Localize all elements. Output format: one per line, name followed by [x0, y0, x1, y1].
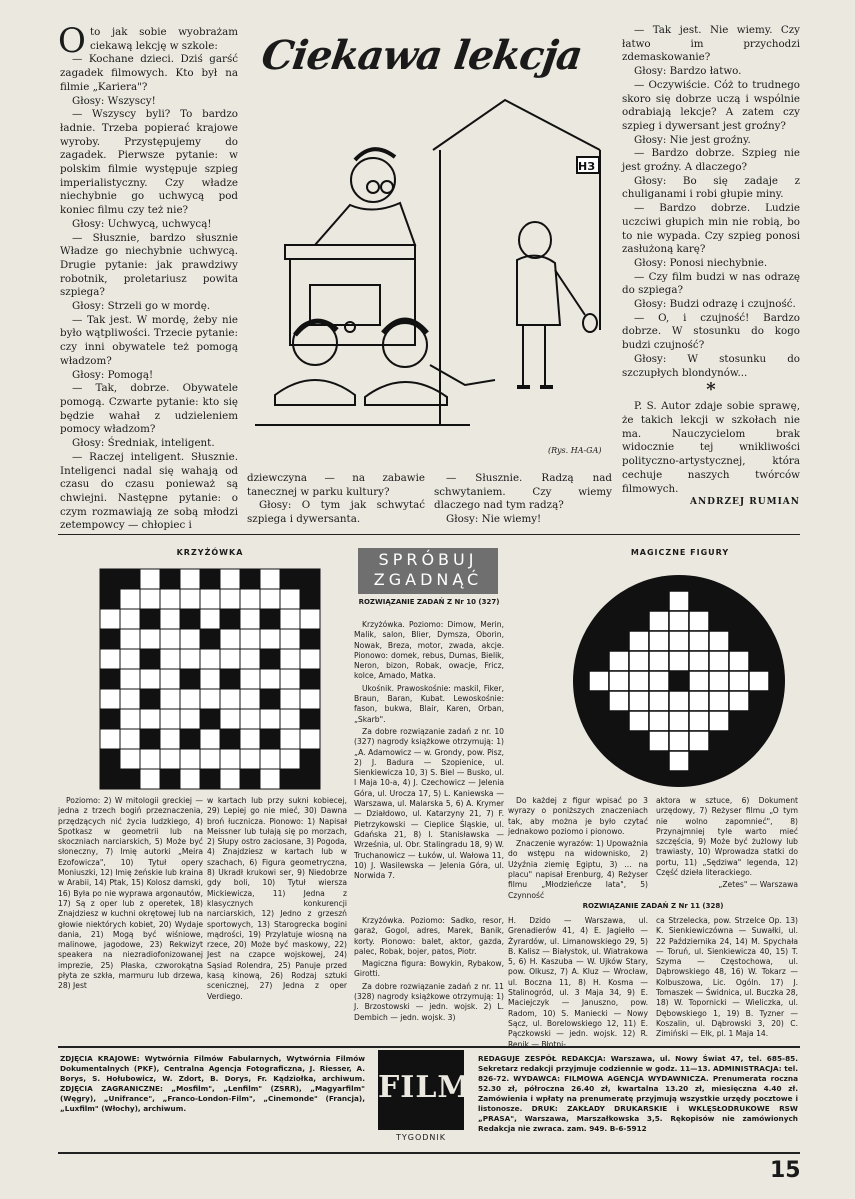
magic-cell [669, 731, 689, 751]
crossword-cell [180, 769, 200, 789]
crossword-cell [260, 749, 280, 769]
sprobuj-line2: ZGADNĄĆ [373, 570, 483, 589]
crossword-cell [260, 669, 280, 689]
article-para: — Raczej inteligent. Słusznie. Inteligenci nadal się wahają od czasu do czasu ponieważ są chwiejni. Następne pytanie: o czym rozmawiają ze sobą młodzi zetempowcy — chłopiec i [60, 450, 238, 532]
magic-cell [649, 611, 669, 631]
crossword-cell [160, 609, 180, 629]
magic-cell [689, 611, 709, 631]
crossword-block [200, 769, 220, 789]
magic-cell [649, 651, 669, 671]
crossword-block [220, 669, 240, 689]
magic-cell [709, 691, 729, 711]
crossword-block [260, 609, 280, 629]
crossword-cell [200, 669, 220, 689]
crossword-cell [140, 629, 160, 649]
crossword-block [220, 729, 240, 749]
crossword-cell [280, 729, 300, 749]
magic-cell [669, 691, 689, 711]
crossword-cell [180, 629, 200, 649]
magic-cell [709, 651, 729, 671]
crossword-cell [120, 649, 140, 669]
magic-cell [649, 691, 669, 711]
magic-cell [649, 631, 669, 651]
article-para: — Wszyscy byli? To bardzo ładnie. Trzeba popierać krajowe wyroby. Przystępujemy do zagadek. Pierwsze pytanie: w polskim filmie występuje szpieg imperialistyczny. Czy władze niechybnie go uchwycą pod koniec filmu czy też nie? [60, 108, 238, 217]
magic-cell [669, 611, 689, 631]
rozw11-left [354, 916, 504, 1025]
crossword-cell [220, 689, 240, 709]
magic-cell [669, 751, 689, 771]
crossword-cell [220, 709, 240, 729]
article-para: — Tak, dobrze. Obywatele pomogą. Czwarte pytanie: kto się będzie wahał z udzieleniem pomocy władzom? [60, 382, 238, 436]
crossword-block [240, 769, 260, 789]
crossword-block [280, 769, 300, 789]
page-number: 15 [770, 1158, 801, 1183]
crossword-block [260, 729, 280, 749]
article-para: Głosy: Bardzo łatwo. [634, 65, 742, 78]
section-rule [58, 534, 800, 535]
crossword-cell [160, 649, 180, 669]
krzyzowka-clues-b [207, 796, 347, 1004]
crossword-cell [160, 749, 180, 769]
crossword-cell [180, 749, 200, 769]
magic-cell [689, 711, 709, 731]
crossword-cell [240, 649, 260, 669]
magic-cell [689, 651, 709, 671]
crossword-block [160, 769, 180, 789]
crossword-cell [100, 689, 120, 709]
magic-cell [629, 651, 649, 671]
magic-figure [572, 574, 786, 788]
magic-cell [609, 651, 629, 671]
crossword-cell [140, 749, 160, 769]
crossword-cell [280, 629, 300, 649]
article-col1 [58, 21, 238, 533]
crossword-block [140, 649, 160, 669]
magic-cell [689, 671, 709, 691]
crossword-grid [92, 566, 328, 792]
footer-imprint-text: REDAGUJE ZESPÓŁ REDAKCJA: Warszawa, ul. Nowy Świat 47, tel. 685-85. Sekretarz redakcji przyjmuje codziennie w godz. 11—13. ADMINISTRACJA: tel. 826-72. WYDAWCA: FILMOWA AGENCJA WYDAWNICZA. Prenumerata roczna 52.30 zł, półroczna 26.40 zł, kwartalna 13.20 zł, miesięczna 4.40 zł. Zamówienia i wpłaty na prenumeratę przyjmują wszystkie urzędy pocztowe i listonosze. DRUK: ZAKŁADY DRUKARSKIE i WKLĘSŁODRUKOWE RSW „PRASA", Warszawa, Marszałkowska 3,5. Rękopisów nie zamówionych Redakcja nie zwraca. zam. 949. B-6-5912 [478, 1054, 798, 1133]
magic-cell [589, 671, 609, 691]
crossword-block [140, 689, 160, 709]
crossword-block [180, 729, 200, 749]
crossword-cell [240, 749, 260, 769]
crossword-block [300, 589, 320, 609]
film-logo-sub: TYGODNIK [395, 1133, 447, 1142]
krzyzowka-clues-a [58, 796, 203, 994]
crossword-block [100, 589, 120, 609]
article-author: ANDRZEJ RUMIAN [689, 497, 800, 508]
crossword-cell [280, 609, 300, 629]
crossword-cell [300, 649, 320, 669]
rozw11-para: Magiczna figura: Bowykin, Rybakow, Girotti. [354, 959, 504, 979]
crossword-cell [260, 629, 280, 649]
article-para: — Słusznie, bardzo słusznie Władze go niechybnie uchwycą. Drugie pytanie: jak prawdziwy robotnik, proletariusz powita szpiega? [60, 231, 238, 299]
article-para: dziewczyna — na zabawie tanecznej w parku kultury? [247, 472, 425, 498]
magic-cell [669, 651, 689, 671]
magic-cell [709, 711, 729, 731]
crossword-cell [220, 629, 240, 649]
rozw11-right [656, 916, 798, 1042]
footer-imprint [478, 1054, 798, 1136]
crossword-cell [180, 689, 200, 709]
crossword-block [260, 689, 280, 709]
magic-instructions [508, 796, 648, 903]
magic-cell [689, 631, 709, 651]
crossword-cell [240, 589, 260, 609]
crossword-cell [220, 569, 240, 589]
crossword-cell [200, 729, 220, 749]
crossword-cell [180, 709, 200, 729]
crossword-cell [280, 589, 300, 609]
article-para: Głosy: Wszyscy! [72, 94, 156, 107]
crossword-cell [260, 769, 280, 789]
magic-para: aktora w sztuce, 6) Dokument urzędowy, 7) Reżyser filmu „O tym nie wolno zapomnieć", 8) Przynajmniej tyle warto mieć szczęścia, 9) Może być żużlowy lub trawiasty, 10) Wprowadza statki do portu, 11) „Sędziwa" legenda, 12) Część dzieła literackiego. [656, 796, 798, 878]
sprobuj-line1: SPRÓBUJ [378, 550, 478, 569]
crossword-cell [200, 689, 220, 709]
crossword-block [140, 729, 160, 749]
drawing-sign: НЗ [578, 160, 596, 173]
crossword-cell [300, 689, 320, 709]
illus-caption: (Rys. HA-GA) [548, 446, 602, 455]
sprobuj-box [358, 548, 498, 594]
crossword-block [100, 709, 120, 729]
article-para: Głosy: Ponosi niechybnie. [634, 256, 768, 269]
magic-cell [729, 651, 749, 671]
magic-cell [669, 711, 689, 731]
article-title: Ciekawa lekcja [258, 32, 585, 79]
crossword-cell [260, 569, 280, 589]
crossword-cell [160, 709, 180, 729]
crossword-cell [240, 689, 260, 709]
classroom-illustration [255, 95, 610, 455]
article-col2 [247, 472, 425, 527]
crossword-block [100, 669, 120, 689]
magic-cell [709, 631, 729, 651]
magiczne-title: MAGICZNE FIGURY [630, 548, 730, 557]
rozw10-text [354, 620, 504, 883]
crossword-block [200, 629, 220, 649]
rozw11-title: ROZWIĄZANIE ZADAŃ Z Nr 11 (328) [582, 902, 724, 910]
article-para: — Oczywiście. Cóż to trudnego skoro się dobrze uczą i wspólnie odrabiają lekcje? A zatem czy szpieg i dywersant jest groźny? [622, 78, 800, 132]
magic-cell [669, 631, 689, 651]
crossword-cell [160, 589, 180, 609]
crossword-block [300, 629, 320, 649]
crossword-cell [180, 569, 200, 589]
article-para: Głosy: Uchwycą, uchwycą! [72, 217, 212, 230]
crossword-cell [140, 769, 160, 789]
magic-cell [689, 731, 709, 751]
magic-cell [649, 671, 669, 691]
crossword-block [300, 669, 320, 689]
crossword-cell [100, 649, 120, 669]
rozw11-mid [508, 916, 648, 1052]
article-para: Głosy: Średniak, inteligent. [72, 437, 215, 450]
magic-cell [629, 631, 649, 651]
article-para: — O, i czujność! Bardzo dobrze. W stosunku do kogo budzi czujność? [622, 311, 800, 352]
magic-cell [729, 691, 749, 711]
crossword-cell [300, 609, 320, 629]
magic-cell [709, 671, 729, 691]
crossword-block [120, 569, 140, 589]
magic-cell [689, 691, 709, 711]
rozw11-para: ca Strzelecka, pow. Strzelce Op. 13) K. Sienkiewiczówna — Suwałki, ul. 22 Października 24, 14) M. Spychała — Toruń, ul. Sienkiewicza 40, 15) T. Szyma — Częstochowa, ul. Dąbrowskiego 48, 16) W. Tokarz — Kolbuszowa, Lic. Ogóln. 17) J. Tomaszek — Świdnica, ul. Buczka 28, 18) W. Topornicki — Wieliczka, ul. Dębowskiego 1, 19) B. Tyzner — Koszalin, ul. Dąbrowski 3, 20) C. Zimiński — Ełk, pl. 1 Maja 14. [656, 916, 798, 1039]
crossword-cell [240, 729, 260, 749]
crossword-block [220, 609, 240, 629]
crossword-cell [220, 769, 240, 789]
crossword-cell [140, 589, 160, 609]
article-col3 [434, 472, 612, 527]
article-para: to jak sobie wyobrażam ciekawą lekcję w szkole: [90, 26, 238, 52]
magic-para: Znaczenie wyrazów: 1) Upoważnia do wstępu na widownisko, 2) Użyźnia ziemię Egiptu, 3) … na placu" napisał Erenburg, 4) Reżyser filmu „Młodzieńcze lata", 5) Czynność [508, 839, 648, 900]
crossword-cell [120, 749, 140, 769]
article-para: — Czy film budzi w nas odrazę do szpiega? [622, 270, 800, 297]
crossword-block [120, 769, 140, 789]
clue-text: w kartach lub przy sukni kobiecej, 29) Lepiej go nie mieć, 30) Dawna broń łucznicza. Pionowo: 1) Napisał Meissner lub tułają się po morzach, 2) Słupy ostro zaciosane, 3) Pogoda, 4) Znajdziesz w kartach lub w szachach, 6) Figura geometryczna, 8) Ukradł krukowi ser, 9) Niedobrze gdy boli, 10) Tytuł wiersza Mickiewicza, 11) Jedna z klasycznych konkurencji narciarskich, 12) Jedno z grzeszń sportowych, 13) Starogrecka bogini mądrości, 19) Przylatuje wiosną na rzece, 20) Może być maskowy, 22) Jest na czapce wojskowej, 24) Sąsiad Rolendra, 25) Panuje przed kasą kinową, 26) Rodzaj sztuki scenicznej, 27) Jedna z oper Verdiego. [207, 796, 347, 1001]
magic-cell [669, 591, 689, 611]
crossword-cell [100, 729, 120, 749]
article-para: P. S. Autor zdaje sobie sprawę, że takich lekcji w szkołach nie ma. Nauczycielom brak widocznie tej wnikliwości polityczno-artystycznej, która cechuje naszych twórców filmowych. [622, 400, 800, 495]
article-para: Głosy: Pomogą! [72, 368, 154, 381]
rozw10-title: ROZWIĄZANIE ZADAŃ Z Nr 10 (327) [358, 598, 500, 606]
crossword-cell [260, 589, 280, 609]
crossword-block [100, 629, 120, 649]
krzyzowka-title: KRZYŻÓWKA [176, 548, 244, 557]
article-para: Głosy: Nie jest groźny. [634, 133, 751, 146]
article-para: Głosy: W stosunku do szczupłych blondynów... [622, 352, 800, 379]
rozw11-para: H. Dzido — Warszawa, ul. Grenadierów 41, 4) E. Jagiełło — Żyrardów, ul. Limanowskiego 29, 5) B. Kalisz — Białystok, ul. Wiatrakowa 5, 6) H. Kaszuba — W. Ujków Stary, pow. Olkusz, 7) A. Kluz — Wrocław, ul. Boczna 11, 8) H. Kosma — Stalinogród, ul. 3 Maja 34, 9) E. Maciejczyk — Januszno, pow. Radom, 10) S. Maniecki — Nowy Sącz, ul. Borelowskiego 12, 11) E. Pączkowski — jedn. wojsk. 12) R. Renik — Błotni- [508, 916, 648, 1049]
crossword-block [160, 569, 180, 589]
article-para: Głosy: Nie wiemy! [446, 513, 542, 526]
crossword-cell [200, 589, 220, 609]
crossword-cell [120, 729, 140, 749]
article-col4 [622, 24, 800, 510]
crossword-cell [220, 649, 240, 669]
crossword-cell [140, 569, 160, 589]
rozw10-para: Krzyżówka. Poziomo: Dimow, Merin, Malik, salon, Blier, Dymsza, Oborin, Nowak, Breza, motor, zwada, akcje. Pionowo: domek, rebus, Dumas, Bielik, Neron, bizon, Robak, owacje, Fricz, kolce, Amado, Matka. [354, 620, 504, 681]
crossword-cell [140, 669, 160, 689]
magic-cell [729, 671, 749, 691]
crossword-cell [120, 709, 140, 729]
crossword-cell [200, 749, 220, 769]
crossword-cell [140, 709, 160, 729]
crossword-cell [220, 749, 240, 769]
crossword-cell [240, 669, 260, 689]
rozw11-para: Za dobre rozwiązanie zadań z nr. 11 (328) nagrody książkowe otrzymują: 1) J. Brzostowski — jedn. wojsk. 2) L. Dembich — jedn. wojsk. 3) [354, 981, 504, 1022]
crossword-cell [280, 649, 300, 669]
crossword-cell [280, 709, 300, 729]
crossword-block [200, 569, 220, 589]
magic-cell [609, 691, 629, 711]
crossword-cell [240, 609, 260, 629]
film-logo: FILM [378, 1050, 464, 1130]
footer-credits-text: ZDJĘCIA KRAJOWE: Wytwórnia Filmów Fabularnych, Wytwórnia Filmów Dokumentalnych (PKF), Centralna Agencja Fotograficzna, J. Riesser, A. Borys, S. Hołubowicz, W. Zdort, B. Dorys, Fr. Kądziołka, archiwum. ZDJĘCIA ZAGRANICZNE: „Mosfilm", „Lenfilm" (ZSRR), „Magyarfilm" (Węgry), „Unifrance", „Franco-London-Film", „Cinemonde" (Francja), „Luxfilm" (Włochy), archiwum. [60, 1054, 365, 1113]
magic-cell [609, 671, 629, 691]
crossword-cell [280, 689, 300, 709]
magic-cell [629, 691, 649, 711]
magic-instructions-2 [656, 796, 798, 893]
article-para: — Bardzo dobrze. Szpieg nie jest groźny. A dlaczego? [622, 147, 800, 174]
article-para: Głosy: O tym jak schwytać szpiega i dywersanta. [247, 499, 425, 526]
article-para: — Słusznie. Radzą nad schwytaniem. Czy wiemy dlaczego nad tym radzą? [434, 472, 612, 512]
crossword-block [140, 609, 160, 629]
crossword-block [300, 569, 320, 589]
crossword-cell [120, 609, 140, 629]
crossword-cell [260, 709, 280, 729]
article-para: Głosy: Strzeli go w mordę. [72, 300, 211, 313]
crossword-cell [160, 689, 180, 709]
crossword-cell [280, 669, 300, 689]
article-para: Głosy: Budzi odrazę i czujność. [634, 298, 796, 311]
magic-cell [649, 731, 669, 751]
magic-cell [629, 671, 649, 691]
crossword-cell [160, 729, 180, 749]
footer-credits [60, 1054, 365, 1116]
crossword-block [260, 649, 280, 669]
crossword-cell [100, 609, 120, 629]
article-para: — Tak jest. W mordę, żeby nie było wątpliwości. Trzecie pytanie: czy inni obywatele też pomogą władzom? [60, 313, 238, 367]
magic-cell [749, 671, 769, 691]
crossword-cell [120, 629, 140, 649]
magic-cell [649, 711, 669, 731]
crossword-block [200, 709, 220, 729]
crossword-cell [240, 709, 260, 729]
crossword-block [100, 569, 120, 589]
crossword-block [300, 769, 320, 789]
crossword-block [280, 569, 300, 589]
crossword-block [100, 769, 120, 789]
article-para: Głosy: Bo się zadaje z chuliganami i robi głupie miny. [622, 174, 800, 201]
crossword-cell [120, 589, 140, 609]
crossword-block [100, 749, 120, 769]
crossword-block [240, 569, 260, 589]
article-para: — Kochane dzieci. Dziś garść zagadek filmowych. Kto był na filmie „Kariera"? [60, 53, 238, 93]
crossword-cell [300, 729, 320, 749]
rozw10-para: Ukośnik. Prawoskośnie: maskil, Fiker, Braun, Baran, Kubat. Lewoskośnie: fason, bukwa, Blair, Karen, Orban, „Skarb". [354, 683, 504, 724]
crossword-cell [180, 589, 200, 609]
crossword-cell [220, 589, 240, 609]
rozw10-para: Za dobre rozwiązanie zadań z nr. 10 (327) nagrody książkowe otrzymują: 1) „A. Adamowicz — w. Grondy, pow. Pisz, 2) J. Badura — Szopienice, ul. Sienkiewicza 10, 3) S. Biel — Busko, ul. I Maja 10-a, 4) J. Czechowicz — Jelenia Góra, ul. Urocza 17, 5) L. Kaniewska — Warszawa, ul. Malarska 5, 6) A. Krymer — Działdowo, ul. Katarzyny 21, 7) F. Pietrzykowski — Cieplice Śląskie, ul. Gdańska 21, 8) I. Stanisławska — Września, ul. Obr. Stalingradu 18, 9) W. Truchanowicz — Łuków, ul. Wałowa 11, 10) J. Wasilewska — Jelenia Góra, ul. Norwida 7. [354, 726, 504, 881]
crossword-cell [180, 649, 200, 669]
crossword-cell [160, 669, 180, 689]
magic-para: Do każdej z figur wpisać po 3 wyrazy o poniższych znaczeniach tak, aby można je było czytać jednakowo poziomo i pionowo. [508, 796, 648, 836]
crossword-cell [240, 629, 260, 649]
crossword-cell [120, 669, 140, 689]
crossword-cell [120, 689, 140, 709]
clue-text: Poziomo: 2) W mitologii greckiej — jedna z trzech bogiń przeznaczenia, przędzących nić życia ludzkiego, 4) Spotkasz w geometrii lub na skoczniach narciarskich, 5) Może być słoneczny, 7) Imię autorki „Meira Ezofowicza", 10) Tytuł opery Moniuszki, 12) Imię żeńskie lub kraina w Arabii, 14) Ptak, 15) Kolosz damski, 16) Była po nie wyprawa argonautów, 17) Są z oper lub z operetek, 18) Znajdziesz w kuchni okrętowej lub na głowie niektórych kobiet, 20) Wydaje dania, 21) Mogą być wiśniowe, malinowe, jagodowe, 23) Rekwizyt speakera na niezradiofonizowanej imprezie, 25) Płaska, czworokątna płyta ze szkła, marmuru lub drzewa, 28) Jest [58, 796, 204, 991]
article-para: — Bardzo dobrze. Ludzie uczciwi głupich min nie robią, bo to nie wypada. Czy szpieg ponosi zasłużoną karę? [622, 202, 800, 256]
article-para: — Tak jest. Nie wiemy. Czy łatwo im przychodzi zdemaskowanie? [622, 24, 800, 64]
crossword-cell [280, 749, 300, 769]
magic-cell [629, 711, 649, 731]
crossword-block [300, 709, 320, 729]
dropcap: O [58, 21, 86, 61]
crossword-cell [200, 609, 220, 629]
crossword-block [180, 669, 200, 689]
crossword-block [180, 609, 200, 629]
rozw11-para: Krzyżówka. Poziomo: Sadko, resor, garaż, Gogol, adres, Marek, Banik, korty. Pionowo: balet, aktor, gazda, palec, Robak, bojer, patos, Piotr. [354, 916, 504, 956]
separator-star: * [706, 379, 716, 401]
crossword-cell [160, 629, 180, 649]
crossword-cell [200, 649, 220, 669]
crossword-block [300, 749, 320, 769]
magic-sign: „Zetes" — Warszawa [718, 880, 798, 890]
